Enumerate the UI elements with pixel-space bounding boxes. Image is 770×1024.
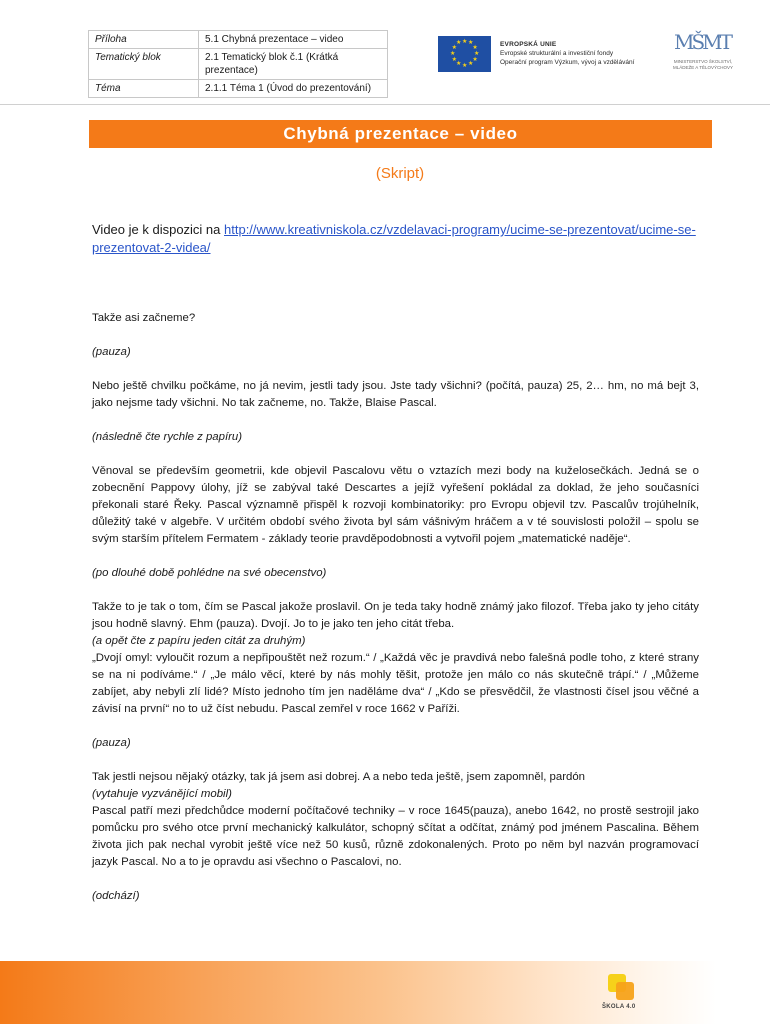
eu-star-icon: ★ xyxy=(472,44,478,51)
eu-star-icon: ★ xyxy=(472,56,478,63)
header-label: Tematický blok xyxy=(89,49,199,80)
eu-star-icon: ★ xyxy=(456,60,462,67)
header-row xyxy=(89,80,388,98)
paragraph: Nebo ještě chvilku počkáme, no já nevim, jestli tady jsou. Jste tady všichni? (počítá, pauza) 25, 2… hm, no má bejt 3, jako nejsme tady všichni. No tak začneme, no. Takže, Blaise Pascal. xyxy=(92,380,699,409)
msmt-logo xyxy=(668,30,738,72)
skola-logo xyxy=(600,968,650,1018)
eu-star-icon: ★ xyxy=(450,50,456,57)
eu-star-icon: ★ xyxy=(474,50,480,57)
quotes-paragraph: „Dvojí omyl: vyloučit rozum a nepřipouštět než rozum.“ / „Každá věc je pravdivá nebo falešná podle toho, z které strany se na ni podíváme.“ / „Je málo věcí, které by nás mohly těšit, protože jen málo co nás skutečně trápí.“ / „Můžeme zabíjet, aby nebyli zlí lidé? Místo jednoho tím jen naděláme dva“ / „Kdo se přesvědčil, že vlastnosti čísel jsou věčné a závisí na první“ no to už číst nebudu. Pascal zemřel v roce 1662 v Paříži. xyxy=(92,652,699,715)
eu-star-icon: ★ xyxy=(451,56,457,63)
paragraph: Tak jestli nejsou nějaký otázky, tak já jsem asi dobrej. A a nebo teda ještě, jsem zapomněl, pardón xyxy=(92,771,586,783)
paragraph: Takže to je tak o tom, čím se Pascal jakože proslavil. On je teda taky hodně známý jako filozof. Třeba jako ty jeho citáty jsou hodně slavný. Ehm (pauza). Dvojí. Jo to je jako ten jeho citát třeba. xyxy=(92,601,699,630)
video-link[interactable]: http://www.kreativniskola.cz/vzdelavaci-programy/ucime-se-prezentovat/ucime-se-prezentovat-2-videa/ xyxy=(92,222,696,255)
paragraph: Pascal patří mezi předchůdce moderní počítačové techniky – v roce 1645(pauza), anebo 1642, no prostě sestrojil jako pomůcku pro svého otce první mechanický kalkulátor, schopný sčítat a odčítat, známý pod jménem Pascalina. Během života jich pak nechal vyrobit ještě více než 50 kusů, různě zdokonalených. Proto po něm byl nazván programovací jazyk Pascal. No a to je opravdu asi všechno o Pascalovi, no. xyxy=(92,805,699,868)
header-label: Příloha xyxy=(89,31,199,49)
skola-logo-text: ŠKOLA 4.0 xyxy=(602,1004,636,1010)
stage-direction: (a opět čte z papíru jeden citát za druhým) xyxy=(92,635,306,647)
stage-direction: (následně čte rychle z papíru) xyxy=(92,431,243,443)
eu-logo-line3: Operační program Výzkum, vývoj a vzdělávání xyxy=(500,59,635,66)
script-content xyxy=(92,221,699,905)
eu-star-icon: ★ xyxy=(462,38,468,45)
eu-star-icon: ★ xyxy=(451,44,457,51)
msmt-logo-mark: MŠMT xyxy=(674,30,730,54)
stage-direction: (odchází) xyxy=(92,890,140,902)
stage-direction: (pauza) xyxy=(92,346,131,358)
eu-flag-icon xyxy=(438,36,491,72)
eu-logo xyxy=(438,36,648,72)
page-title: Chybná prezentace – video xyxy=(89,120,712,148)
eu-star-icon: ★ xyxy=(456,40,462,47)
msmt-logo-caption: MINISTERSTVO ŠKOLSTVÍ, MLÁDEŽE A TĚLOVÝCHOVY xyxy=(673,59,733,70)
stage-direction: (po dlouhé době pohlédne na své obecenstvo) xyxy=(92,567,327,579)
header-divider xyxy=(0,104,770,105)
header-label: Téma xyxy=(89,80,199,98)
intro-text: Video je k dispozici na xyxy=(92,222,225,237)
header-value: 5.1 Chybná prezentace – video xyxy=(199,31,388,49)
header-info-table xyxy=(88,30,388,98)
stage-direction: (pauza) xyxy=(92,737,131,749)
header-value: 2.1.1 Téma 1 (Úvod do prezentování) xyxy=(199,80,388,98)
header-value: 2.1 Tematický blok č.1 (Krátká prezentace) xyxy=(199,49,388,80)
eu-star-icon: ★ xyxy=(468,60,474,67)
eu-star-icon: ★ xyxy=(462,62,468,69)
header-row xyxy=(89,49,388,80)
paragraph: Takže asi začneme? xyxy=(92,312,196,324)
skola-logo-square-icon xyxy=(616,982,634,1000)
footer-band xyxy=(0,961,770,1024)
eu-star-icon: ★ xyxy=(468,40,474,47)
paragraph: Věnoval se především geometrii, kde objevil Pascalovu větu o vztazích mezi body na kuželosečkách. Jedná se o zobecnění Pappovy úlohy, jíž se zabýval také Descartes a jejíž vyřešení pokládal za doklad, že jeho současníci překonali staré Řeky. Pascal významně přispěl k rozvoji kombinatoriky: pro Evropu objevil tzv. Pascalův trojúhelník, důležitý také v algebře. V určitém období svého života byl sám vášnivým hráčem a v té souvislosti položil – spolu se svým starším přítelem Fermatem - základy teorie pravděpodobnosti a vytvořil pojem „matematické naděje“. xyxy=(92,465,699,545)
eu-logo-line2: Evropské strukturální a investiční fondy xyxy=(500,50,614,57)
intro-paragraph xyxy=(92,221,699,257)
eu-logo-line1: EVROPSKÁ UNIE xyxy=(500,41,557,48)
page-subtitle: (Skript) xyxy=(375,165,425,182)
eu-logo-text xyxy=(500,40,634,67)
header-row xyxy=(89,31,388,49)
stage-direction: (vytahuje vyzvánějící mobil) xyxy=(92,788,232,800)
